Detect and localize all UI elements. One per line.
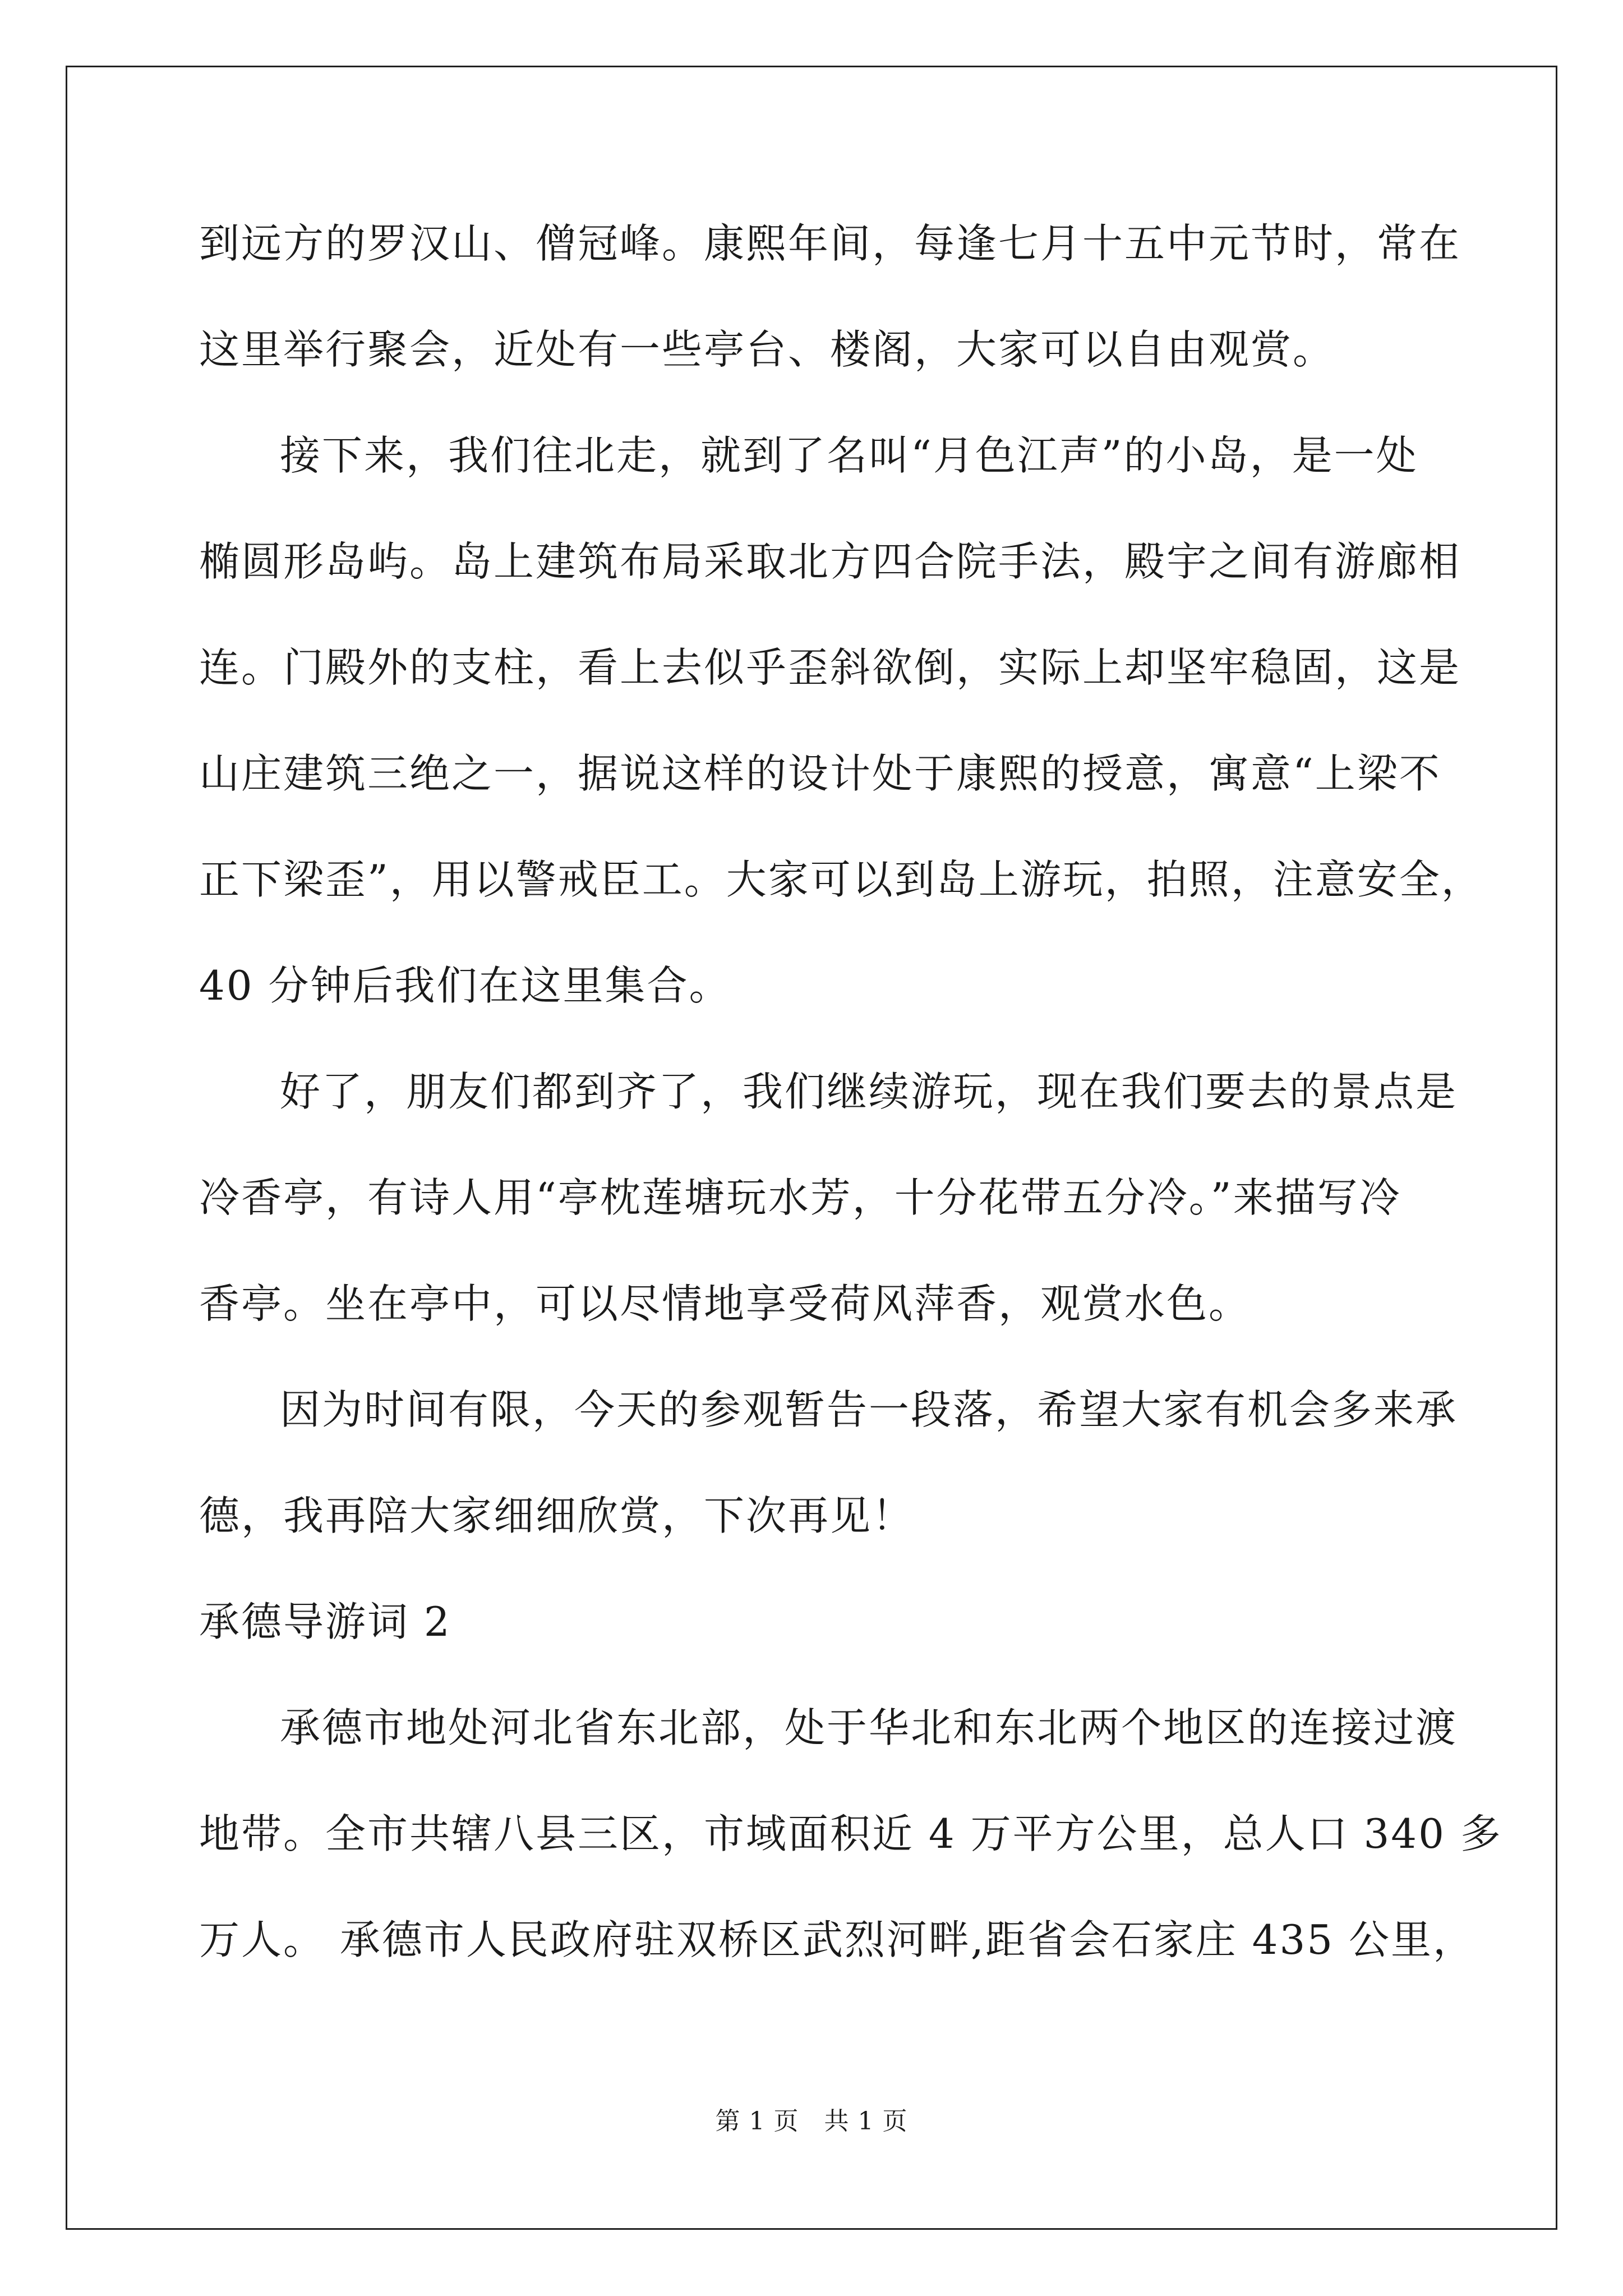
paragraph-line: 40 分钟后我们在这里集合。: [199, 962, 731, 1009]
paragraph-line: 这里举行聚会，近处有一些亭台、楼阁，大家可以自由观赏。: [199, 326, 1335, 373]
paragraph-line: 香亭。坐在亭中，可以尽情地享受荷风萍香，观赏水色。: [199, 1280, 1251, 1327]
paragraph-line: 万人。 承德市人民政府驻双桥区武烈河畔,距省会石家庄 435 公里，: [199, 1916, 1475, 1963]
paragraph-line: 山庄建筑三绝之一，据说这样的设计处于康熙的授意，寓意“上梁不: [199, 750, 1441, 797]
paragraph-line: 地带。全市共辖八县三区，市域面积近 4 万平方公里，总人口 340 多: [199, 1810, 1502, 1857]
page-number-footer: 第 1 页 共 1 页: [715, 2107, 908, 2136]
document-body: [199, 213, 1502, 1993]
paragraph-line: 因为时间有限，今天的参观暂告一段落，希望大家有机会多来承: [280, 1386, 1458, 1433]
paragraph-line: 德，我再陪大家细细欣赏，下次再见！: [199, 1492, 915, 1539]
paragraph-line: 正下梁歪”，用以警戒臣工。大家可以到岛上游玩，拍照，注意安全，: [199, 856, 1483, 903]
paragraph-line: 到远方的罗汉山、僧冠峰。康熙年间，每逢七月十五中元节时，常在: [199, 220, 1461, 267]
paragraph-line: 椭圆形岛屿。岛上建筑布局采取北方四合院手法，殿宇之间有游廊相: [199, 538, 1461, 585]
paragraph-line: 接下来，我们往北走，就到了名叫“月色江声”的小岛，是一处: [280, 432, 1418, 479]
paragraph-line: 好了，朋友们都到齐了，我们继续游玩，现在我们要去的景点是: [280, 1068, 1458, 1115]
paragraph-line: 冷香亭，有诗人用“亭枕莲塘玩水芳，十分花带五分冷。”来描写冷: [199, 1174, 1401, 1221]
section-heading: 承德导游词 2: [199, 1598, 451, 1645]
paragraph-line: 连。门殿外的支柱，看上去似乎歪斜欲倒，实际上却坚牢稳固，这是: [199, 644, 1461, 691]
paragraph-line: 承德市地处河北省东北部，处于华北和东北两个地区的连接过渡: [280, 1704, 1458, 1751]
